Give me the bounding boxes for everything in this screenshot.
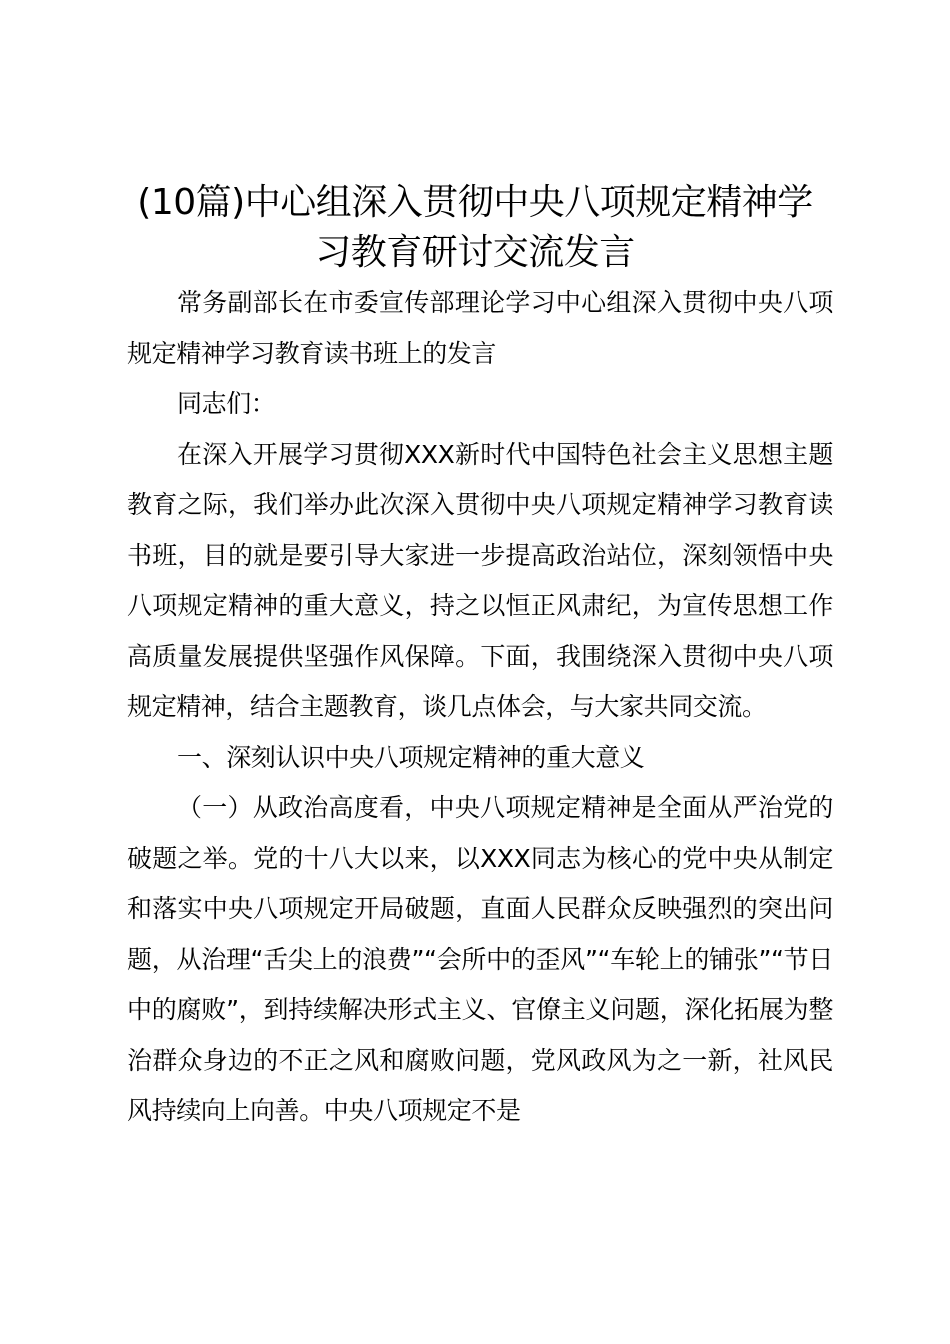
intro-paragraph: 在深入开展学习贯彻XXX新时代中国特色社会主义思想主题教育之际，我们举办此次深入贯彻中央八项规定精神学习教育读书班，目的就是要引导大家进一步提高政治站位，深刻领悟中央八项规定精神的重大意义，持之以恒正风肃纪，为宣传思想工作高质量发展提供坚强作风保障。下面，我围绕深入贯彻中央八项规定精神，结合主题教育，谈几点体会，与大家共同交流。 [127, 439, 833, 721]
document-body [127, 278, 833, 1137]
salutation: 同志们： [177, 389, 276, 418]
section-paragraph: （一）从政治高度看，中央八项规定精神是全面从严治党的破题之举。党的十八大以来，以XXX同志为核心的党中央从制定和落实中央八项规定开局破题，直面人民群众反映强烈的突出问题，从治理“舌尖上的浪费”“会所中的歪风”“车轮上的铺张”“节日中的腐败”，到持续解决形式主义、官僚主义问题，深化拓展为整治群众身边的不正之风和腐败问题，党风政风为之一新，社风民风持续向上向善。中央八项规定不是 [127, 793, 833, 1125]
speech-subtitle: 常务副部长在市委宣传部理论学习中心组深入贯彻中央八项规定精神学习教育读书班上的发言 [127, 288, 833, 368]
section-heading: 一、深刻认识中央八项规定精神的重大意义 [177, 742, 645, 772]
document-title: (10篇)中心组深入贯彻中央八项规定精神学习教育研讨交流发言 [137, 182, 813, 273]
